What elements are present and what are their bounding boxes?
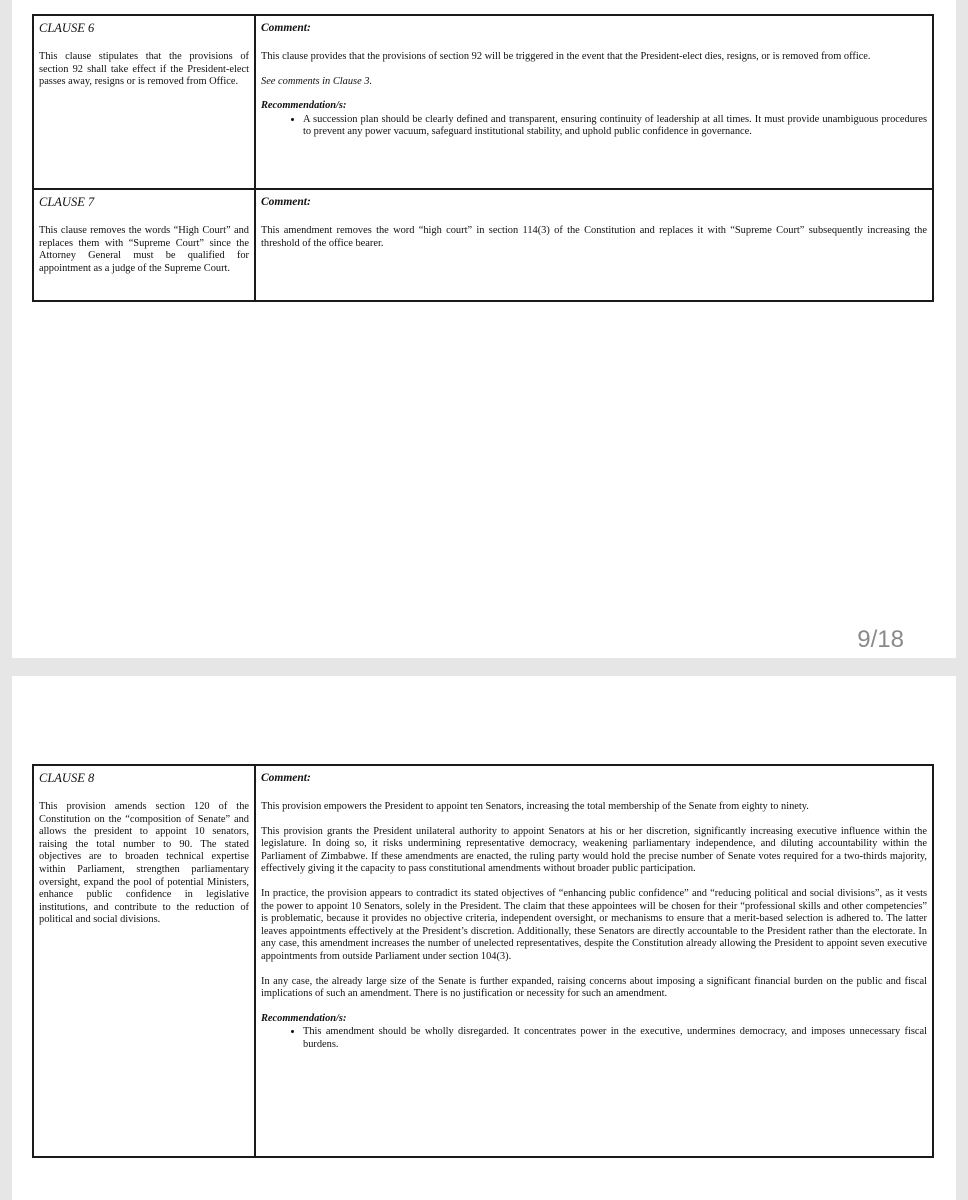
see-also-note: See comments in Clause 3. — [261, 75, 373, 87]
comment-paragraph: This provision grants the President unilateral authority to appoint Senators at his or her discretion, significantly increasing executive influence within the legislature. In doing so, it risks undermining representative democracy, weakening parliamentary independence, and diluting accountability within the Parliament of Zimbabwe. If these amendments are enacted, the ruling party would hold the precise number of Senate votes required for a two-thirds majority, effectively giving it the capacity to pass constitutional amendments without broader public participation. — [261, 825, 927, 875]
comment-paragraph: This provision empowers the President to appoint ten Senators, increasing the total membership of the Senate from eighty to ninety. — [261, 801, 809, 812]
page-number: 9/18 — [857, 626, 904, 653]
clause-row — [33, 765, 933, 1157]
recommendation-item: • This amendment should be wholly disregarded. It concentrates power in the executive, undermines democracy, and imposes unnecessary fiscal burdens. — [303, 1026, 927, 1051]
clause-title: CLAUSE 8 — [39, 771, 95, 785]
clause-summary-cell — [33, 765, 255, 1157]
clauses-table — [32, 764, 934, 1158]
comment-paragraph: In any case, the already large size of the Senate is further expanded, raising concerns about imposing a significant financial burden on the public and fiscal implications of such an amendment. There is no justification or necessity for such an amendment. — [261, 975, 927, 1000]
recommendation-heading: Recommendation/s: — [261, 1012, 347, 1024]
clause-comment-cell — [255, 765, 933, 1157]
comment-paragraph: This clause provides that the provisions of section 92 will be triggered in the event that the President-elect dies, resigns, or is removed from office. — [261, 51, 871, 62]
recommendation-item: • A succession plan should be clearly defined and transparent, ensuring continuity of leadership at all times. It must provide unambiguous procedures to prevent any power vacuum, safeguard institutional stability, and uphold public confidence in governance. — [303, 114, 927, 139]
recommendation-list — [261, 114, 927, 139]
recommendation-list — [261, 1026, 927, 1051]
clause-title: CLAUSE 7 — [39, 195, 95, 209]
comment-heading: Comment: — [261, 196, 311, 208]
comment-heading: Comment: — [261, 772, 311, 784]
clause-row — [33, 189, 933, 301]
comment-heading: Comment: — [261, 22, 311, 34]
document-page-10 — [12, 676, 956, 1200]
clause-row — [33, 15, 933, 189]
clause-comment-cell — [255, 15, 933, 189]
clause-title: CLAUSE 6 — [39, 21, 95, 35]
clauses-table — [32, 14, 934, 302]
clause-summary-cell — [33, 15, 255, 189]
comment-paragraph: In practice, the provision appears to contradict its stated objectives of “enhancing public confidence” and “reducing political and social divisions”, as it vests the power to appoint 10 Senators, solely in the President. The claim that these appointees will be chosen for their “professional skills and other competencies” is problematic, because it provides no objective criteria, independent oversight, or mechanisms to ensure that a merit-based selection is adhered to. The latter leaves appointments effectively at the President’s discretion. Additionally, these Senators are directly accountable to the President rather than the electorate. In any case, this amendment increases the number of unelected representatives, despite the Constitution already allowing the President to appoint seven executive appointments from outside Parliament under section 104(3). — [261, 887, 927, 962]
clause-summary: This clause stipulates that the provisions of section 92 shall take effect if the President-elect passes away, resigns or is removed from Office. — [39, 51, 249, 88]
clause-summary: This provision amends section 120 of the Constitution on the “composition of Senate” and allows the president to appoint 10 senators, raising the total number to 90. The stated objectives are to broaden technical expertise within Parliament, strengthen parliamentary oversight, expand the pool of potential Ministers, enhance public confidence in legislative institutions, and contribute to the reduction of political and social divisions. — [39, 801, 249, 926]
comment-paragraph: This amendment removes the word “high court” in section 114(3) of the Constitution and replaces it with “Supreme Court” subsequently increasing the threshold of the office bearer. — [261, 225, 927, 249]
clause-summary-cell — [33, 189, 255, 301]
clause-comment-cell — [255, 189, 933, 301]
recommendation-heading: Recommendation/s: — [261, 100, 347, 112]
clause-summary: This clause removes the words “High Court” and replaces them with “Supreme Court” since the Attorney General must be qualified for appointment as a judge of the Supreme Court. — [39, 225, 249, 274]
document-page-9 — [12, 0, 956, 658]
